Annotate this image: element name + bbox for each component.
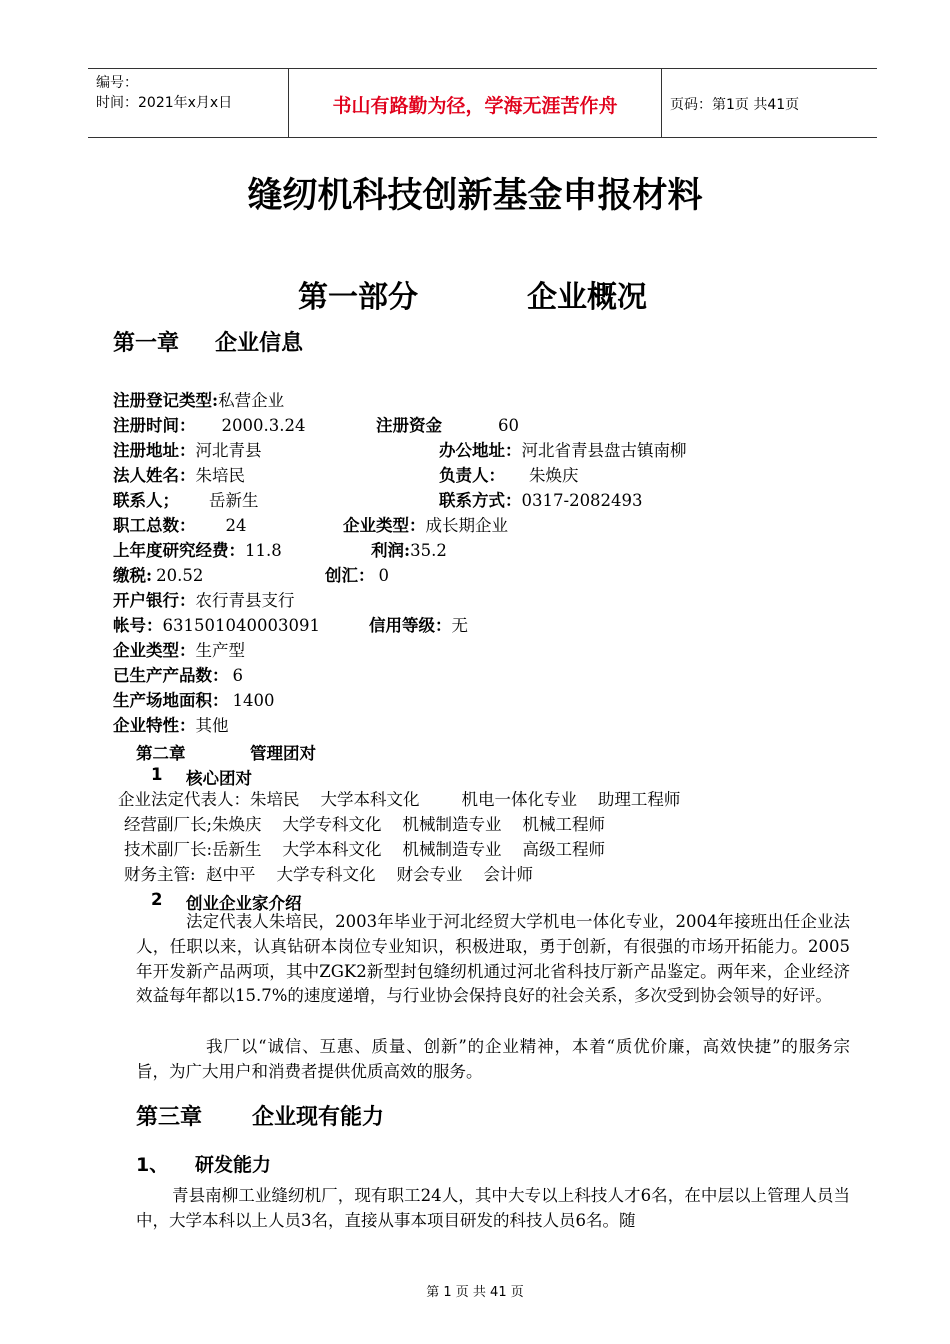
info-line: 法人姓名：朱培民 <box>113 466 245 485</box>
info-line: 企业特性：其他 <box>113 716 229 735</box>
chapter3-name: 第三章 <box>136 1105 203 1130</box>
info-line: 注册时间： 2000.3.24 <box>113 416 306 435</box>
info-line: 注册地址：河北青县 <box>113 441 262 460</box>
info-line: 联系人； 岳新生 <box>113 491 259 510</box>
header-table <box>88 68 877 138</box>
rd-paragraph: 青县南柳工业缝纫机厂，现有职工24人，其中大专以上科技人才6名，在中层以上管理人员当中，大学本科以上人员3名，直接从事本项目研发的科技人员6名。随 <box>136 1186 850 1230</box>
info-line: 利润:35.2 <box>371 541 447 560</box>
mission-paragraph: 我厂以“诚信、互惠、质量、创新”的企业精神，本着“质优价廉，高效快捷”的服务宗旨，为广大用户和消费者提供优质高效的服务。 <box>136 1037 850 1081</box>
section-founder-num: 2 <box>151 890 163 909</box>
team-member: 财务主管: 赵中平 大学专科文化 财会专业 会计师 <box>124 865 533 884</box>
section-core-title: 核心团对 <box>186 769 252 788</box>
info-line: 创汇： 0 <box>325 566 389 585</box>
founder-paragraph: 法定代表人朱培民，2003年毕业于河北经贸大学机电一体化专业，2004年接班出任企业法人，任职以来，认真钻研本岗位专业知识，积极进取，勇于创新，有很强的市场开拓能力。2005年开发新产品两项，其中ZGK2新型封包缝纫机通过河北省科技厅新产品鉴定。两年来，企业经济效益每年都以15.7%的速度递增，与行业协会保持良好的社会关系，多次受到协会领导的好评。 <box>136 912 850 1006</box>
motto: 书山有路勤为径，学海无涯苦作舟 <box>332 95 618 117</box>
section-rd-title: 研发能力 <box>195 1154 272 1176</box>
info-line: 注册登记类型:私营企业 <box>113 391 285 410</box>
info-line: 已生产产品数： 6 <box>113 666 243 685</box>
info-line: 负责人： 朱焕庆 <box>439 466 579 485</box>
info-line: 生产场地面积： 1400 <box>113 691 275 710</box>
team-member: 经营副厂长;朱焕庆 大学专科文化 机械制造专业 机械工程师 <box>124 815 605 834</box>
part-name: 第一部分 <box>298 280 418 315</box>
section-rd-num: 1、 <box>136 1154 169 1176</box>
header-page-cell <box>662 69 877 137</box>
info-line: 开户银行：农行青县支行 <box>113 591 295 610</box>
info-line: 信用等级：无 <box>369 616 468 635</box>
chapter1-name: 第一章 <box>113 331 180 356</box>
part-title: 企业概况 <box>527 280 647 315</box>
info-line: 办公地址：河北省青县盘古镇南柳 <box>439 441 687 460</box>
page-footer: 第 1 页 共 41 页 <box>426 1285 524 1300</box>
document-title: 缝纫机科技创新基金申报材料 <box>247 176 703 216</box>
chapter3-title: 企业现有能力 <box>252 1105 385 1130</box>
team-member: 技术副厂长:岳新生 大学本科文化 机械制造专业 高级工程师 <box>124 840 605 859</box>
header-meta-cell <box>88 69 289 137</box>
info-line: 帐号：631501040003091 <box>113 616 320 635</box>
section-core-num: 1 <box>151 765 163 784</box>
chapter2-name: 第二章 <box>136 744 186 763</box>
number-label: 编号： <box>96 75 138 91</box>
time-label: 时间：2021年x月x日 <box>96 95 233 111</box>
info-line: 注册资金 60 <box>376 416 519 435</box>
info-line: 企业类型：生产型 <box>113 641 245 660</box>
chapter1-title: 企业信息 <box>215 331 304 356</box>
info-line: 联系方式：0317-2082493 <box>439 491 643 510</box>
section-founder-title: 创业企业家介绍 <box>186 894 302 913</box>
header-motto-cell <box>289 69 662 137</box>
info-line: 职工总数： 24 <box>113 516 247 535</box>
page-info: 页码：第1页 共41页 <box>670 97 800 113</box>
info-line: 缴税: 20.52 <box>113 566 204 585</box>
info-line: 上年度研究经费：11.8 <box>113 541 282 560</box>
info-line: 企业类型：成长期企业 <box>343 516 508 535</box>
team-member: 企业法定代表人：朱培民 大学本科文化 机电一体化专业 助理工程师 <box>118 790 681 809</box>
chapter2-title: 管理团对 <box>250 744 316 763</box>
